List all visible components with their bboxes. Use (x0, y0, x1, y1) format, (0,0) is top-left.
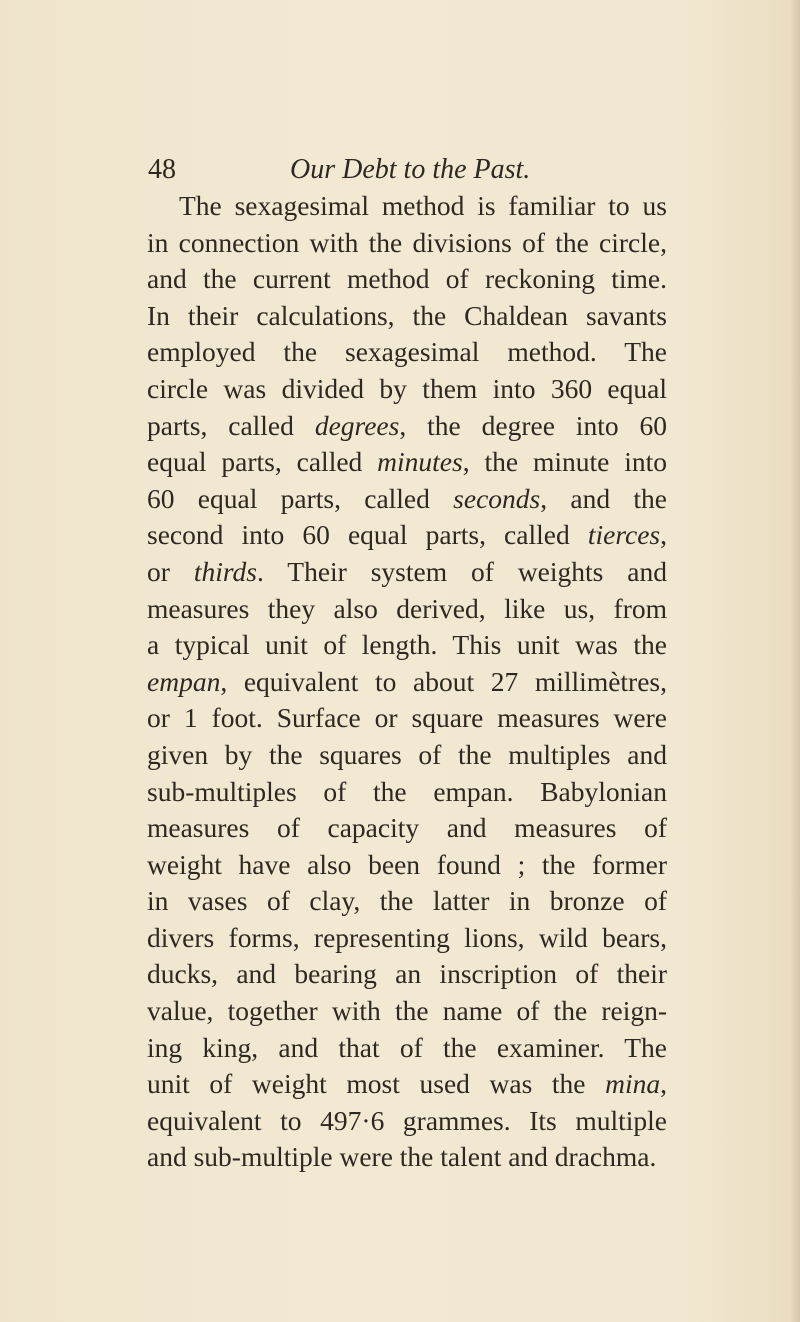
text-line: in connection with the divisions of the circle, (147, 226, 667, 258)
text-line: measures of capacity and measures of (147, 812, 667, 844)
text-line: parts, called degrees, the degree into 60 (147, 409, 667, 441)
text-line: weight have also been found ; the former (147, 848, 667, 880)
text-line-last: and sub-multiple were the talent and drachma. (147, 1141, 657, 1173)
text-line: ing king, and that of the examiner. The (147, 1031, 667, 1063)
text-line: circle was divided by them into 360 equal (147, 372, 667, 404)
text-line: given by the squares of the multiples and (147, 738, 667, 770)
text-line: ducks, and bearing an inscription of their (147, 958, 667, 990)
page-edge-shadow (790, 0, 800, 1322)
text-line: equivalent to 497·6 grammes. Its multiple (147, 1104, 667, 1136)
italic-term: degrees (314, 409, 400, 441)
text-line: empan, equivalent to about 27 millimètres, (147, 665, 667, 697)
text-line: and the current method of reckoning time. (147, 263, 667, 295)
running-title: Our Debt to the Past. (290, 154, 531, 185)
text-line: equal parts, called minutes, the minute into (147, 446, 667, 478)
italic-term: tierces (587, 519, 661, 551)
italic-term: minutes (377, 446, 463, 478)
text-line: or thirds. Their system of weights and (147, 555, 667, 587)
text-line: unit of weight most used was the mina, (147, 1068, 667, 1100)
italic-term: empan (147, 665, 221, 697)
text-line: a typical unit of length. This unit was the (147, 629, 667, 661)
text-line: measures they also derived, like us, from (147, 592, 667, 624)
text-line: in vases of clay, the latter in bronze of (147, 885, 667, 917)
italic-term: mina (605, 1068, 661, 1100)
text-line: or 1 foot. Surface or square measures were (147, 702, 667, 734)
text-line: In their calculations, the Chaldean savants (147, 299, 667, 331)
body-text (147, 188, 667, 1176)
text-line: The sexagesimal method is familiar to us (179, 190, 667, 221)
page-number: 48 (148, 154, 176, 185)
text-line: second into 60 equal parts, called tierces, (147, 519, 667, 551)
italic-term: thirds (193, 555, 257, 587)
italic-term: seconds (453, 482, 541, 514)
text-line: sub-multiples of the empan. Babylonian (147, 775, 667, 807)
text-line: 60 equal parts, called seconds, and the (147, 482, 667, 514)
text-line: value, together with the name of the reign- (147, 995, 667, 1027)
text-line: divers forms, representing lions, wild bears, (147, 921, 667, 953)
text-line: employed the sexagesimal method. The (147, 336, 667, 368)
